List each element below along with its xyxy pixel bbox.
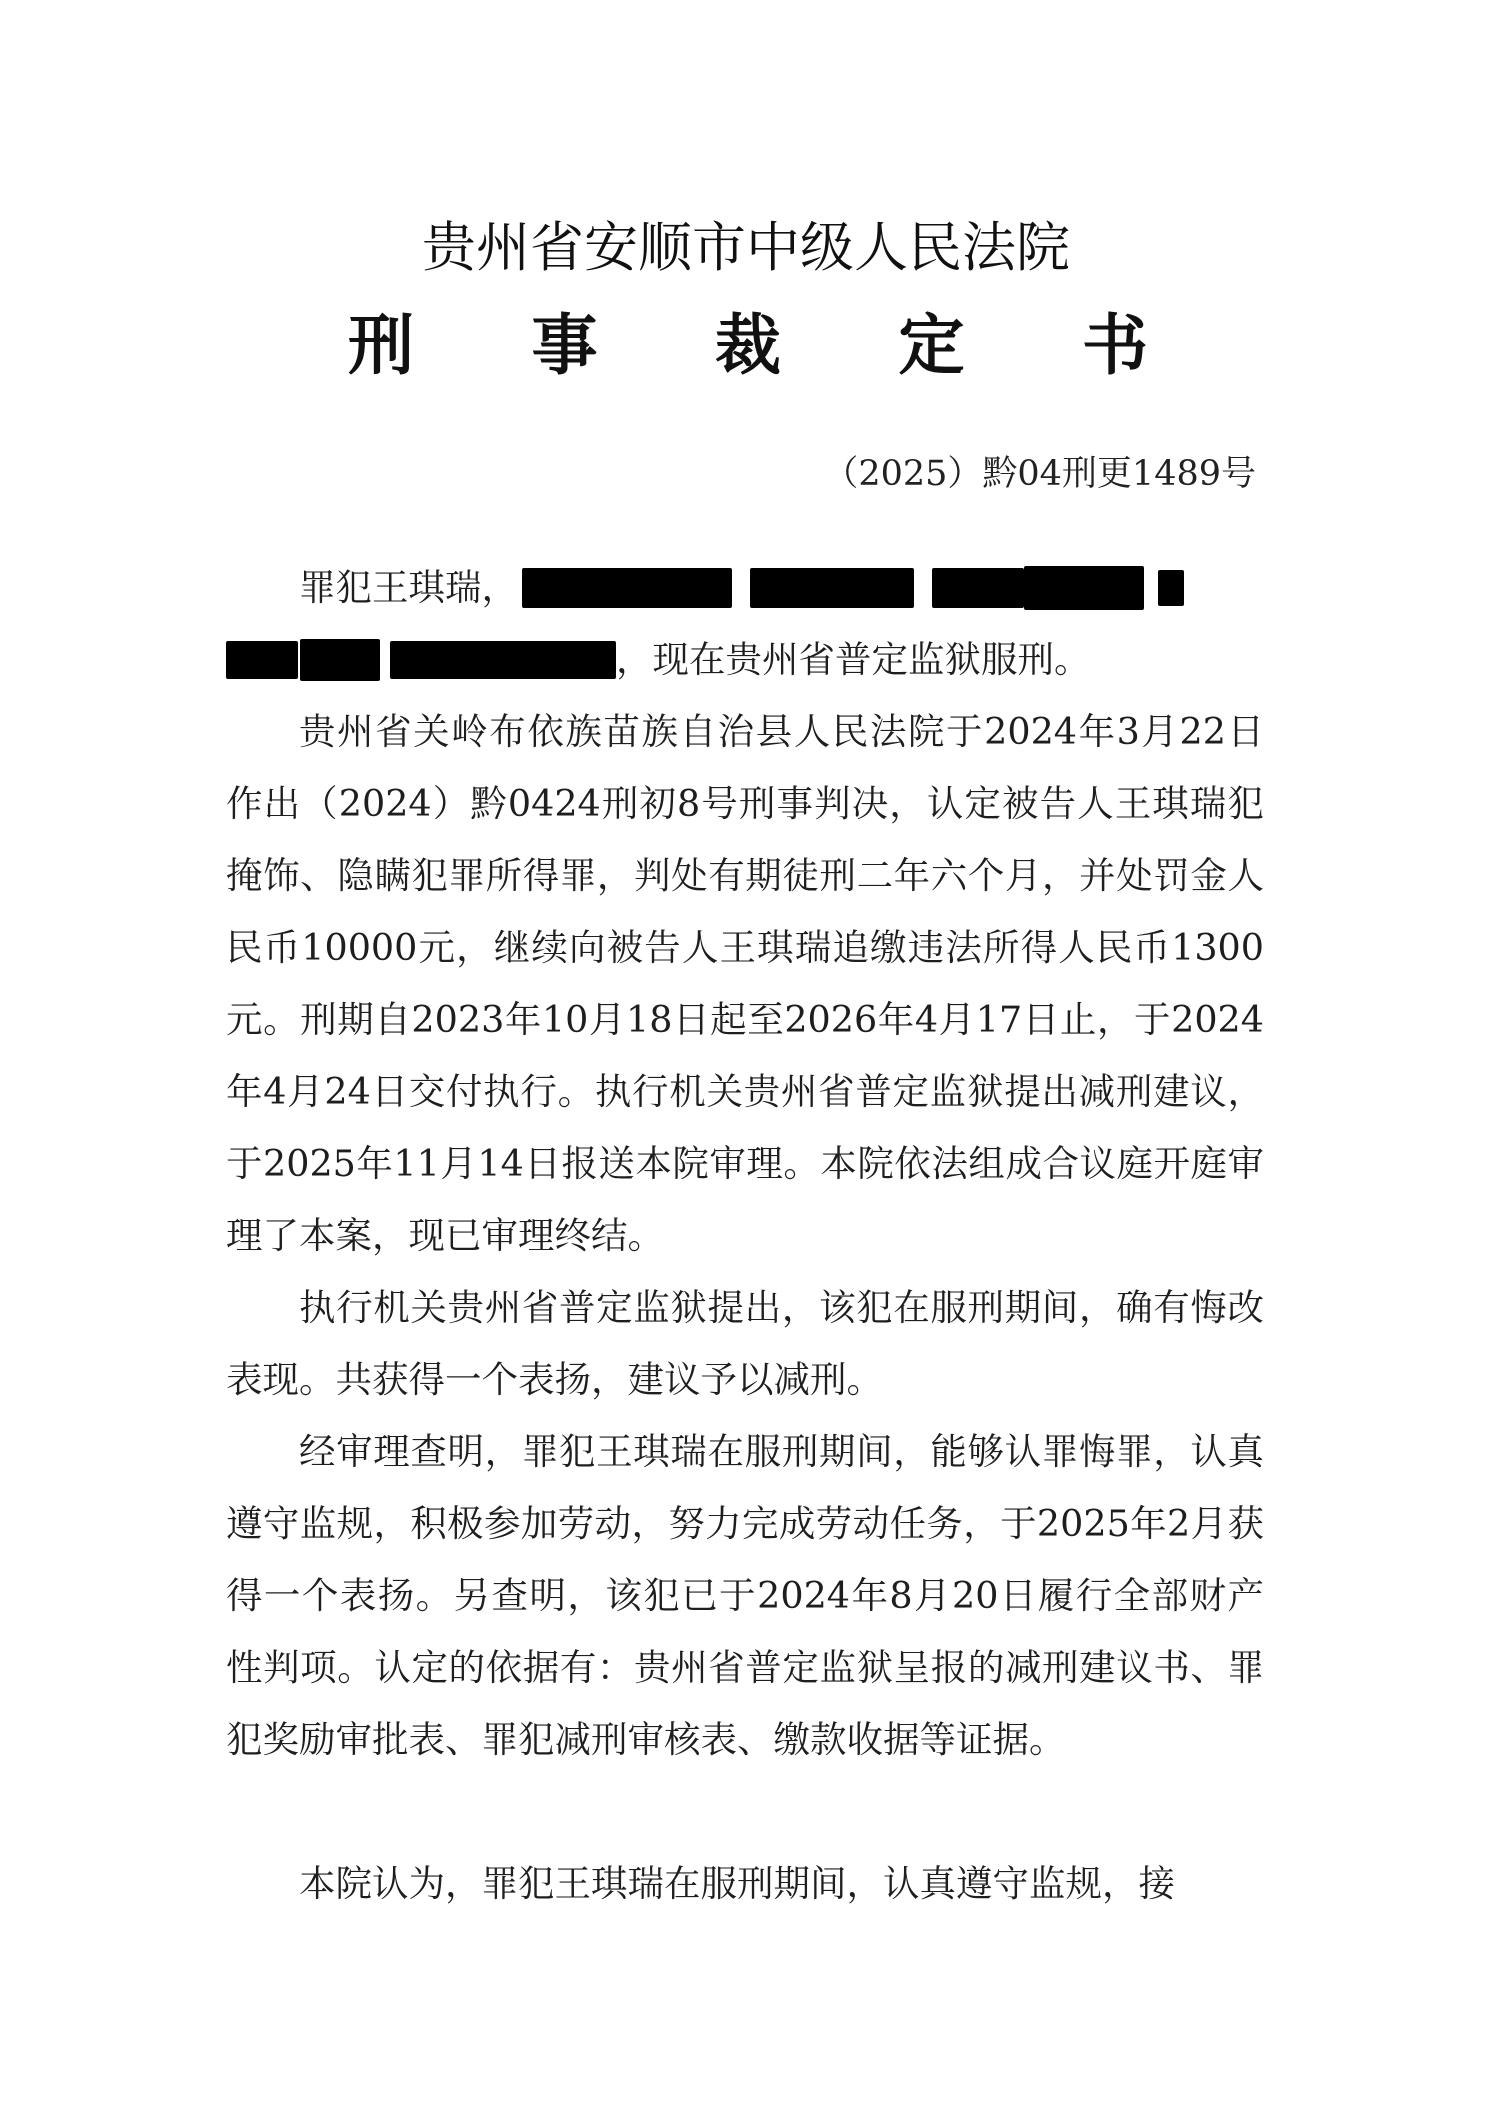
title-char-2: 事 bbox=[531, 307, 598, 384]
redaction-block bbox=[750, 568, 914, 608]
defendant-intro: 罪犯王琪瑞， bbox=[299, 566, 518, 609]
document-title bbox=[348, 300, 1148, 392]
court-opinion-text: 本院认为，罪犯王琪瑞在服刑期间，认真遵守监规，接 bbox=[299, 1862, 1175, 1905]
redaction-block bbox=[1024, 566, 1144, 610]
redaction-block bbox=[522, 568, 732, 608]
paragraph-defendant-info bbox=[226, 552, 1264, 696]
redaction-block bbox=[226, 641, 298, 679]
redaction-block bbox=[1158, 570, 1184, 606]
defendant-location: ，现在贵州省普定监狱服刑。 bbox=[616, 638, 1091, 681]
paragraph-original-judgment bbox=[226, 696, 1264, 1272]
title-char-1: 刑 bbox=[348, 307, 414, 384]
facts-found-text: 经审理查明，罪犯王琪瑞在服刑期间，能够认罪悔罪，认真遵守监规，积极参加劳动，努力完成劳动任务，于2025年2月获得一个表扬。另查明，该犯已于2024年8月20日履行全部财产性判项。认定的依据有：贵州省普定监狱呈报的减刑建议书、罪犯奖励审批表、罪犯减刑审核表、缴款收据等证据。 bbox=[226, 1430, 1264, 1761]
court-name: 贵州省安顺市中级人民法院 bbox=[422, 216, 1070, 279]
redaction-block bbox=[390, 641, 616, 679]
title-char-4: 定 bbox=[898, 307, 965, 384]
paragraph-execution-proposal bbox=[226, 1272, 1264, 1416]
paragraph-court-opinion bbox=[226, 1848, 1264, 1920]
redaction-block bbox=[300, 639, 380, 681]
original-judgment-text: 贵州省关岭布依族苗族自治县人民法院于2024年3月22日作出（2024）黔0424刑初8号刑事判决，认定被告人王琪瑞犯掩饰、隐瞒犯罪所得罪，判处有期徒刑二年六个月，并处罚金人民币10000元，继续向被告人王琪瑞追缴违法所得人民币1300元。刑期自2023年10月18日起至2026年4月17日止，于2024年4月24日交付执行。执行机关贵州省普定监狱提出减刑建议，于2025年11月14日报送本院审理。本院依法组成合议庭开庭审理了本案，现已审理终结。 bbox=[226, 710, 1264, 1257]
redaction-block bbox=[932, 568, 1024, 608]
title-char-3: 裁 bbox=[715, 307, 781, 384]
title-char-5: 书 bbox=[1082, 307, 1148, 384]
execution-proposal-text: 执行机关贵州省普定监狱提出，该犯在服刑期间，确有悔改表现。共获得一个表扬，建议予以减刑。 bbox=[226, 1286, 1264, 1401]
paragraph-facts-found bbox=[226, 1416, 1264, 1776]
case-number: （2025）黔04刑更1489号 bbox=[823, 454, 1256, 494]
